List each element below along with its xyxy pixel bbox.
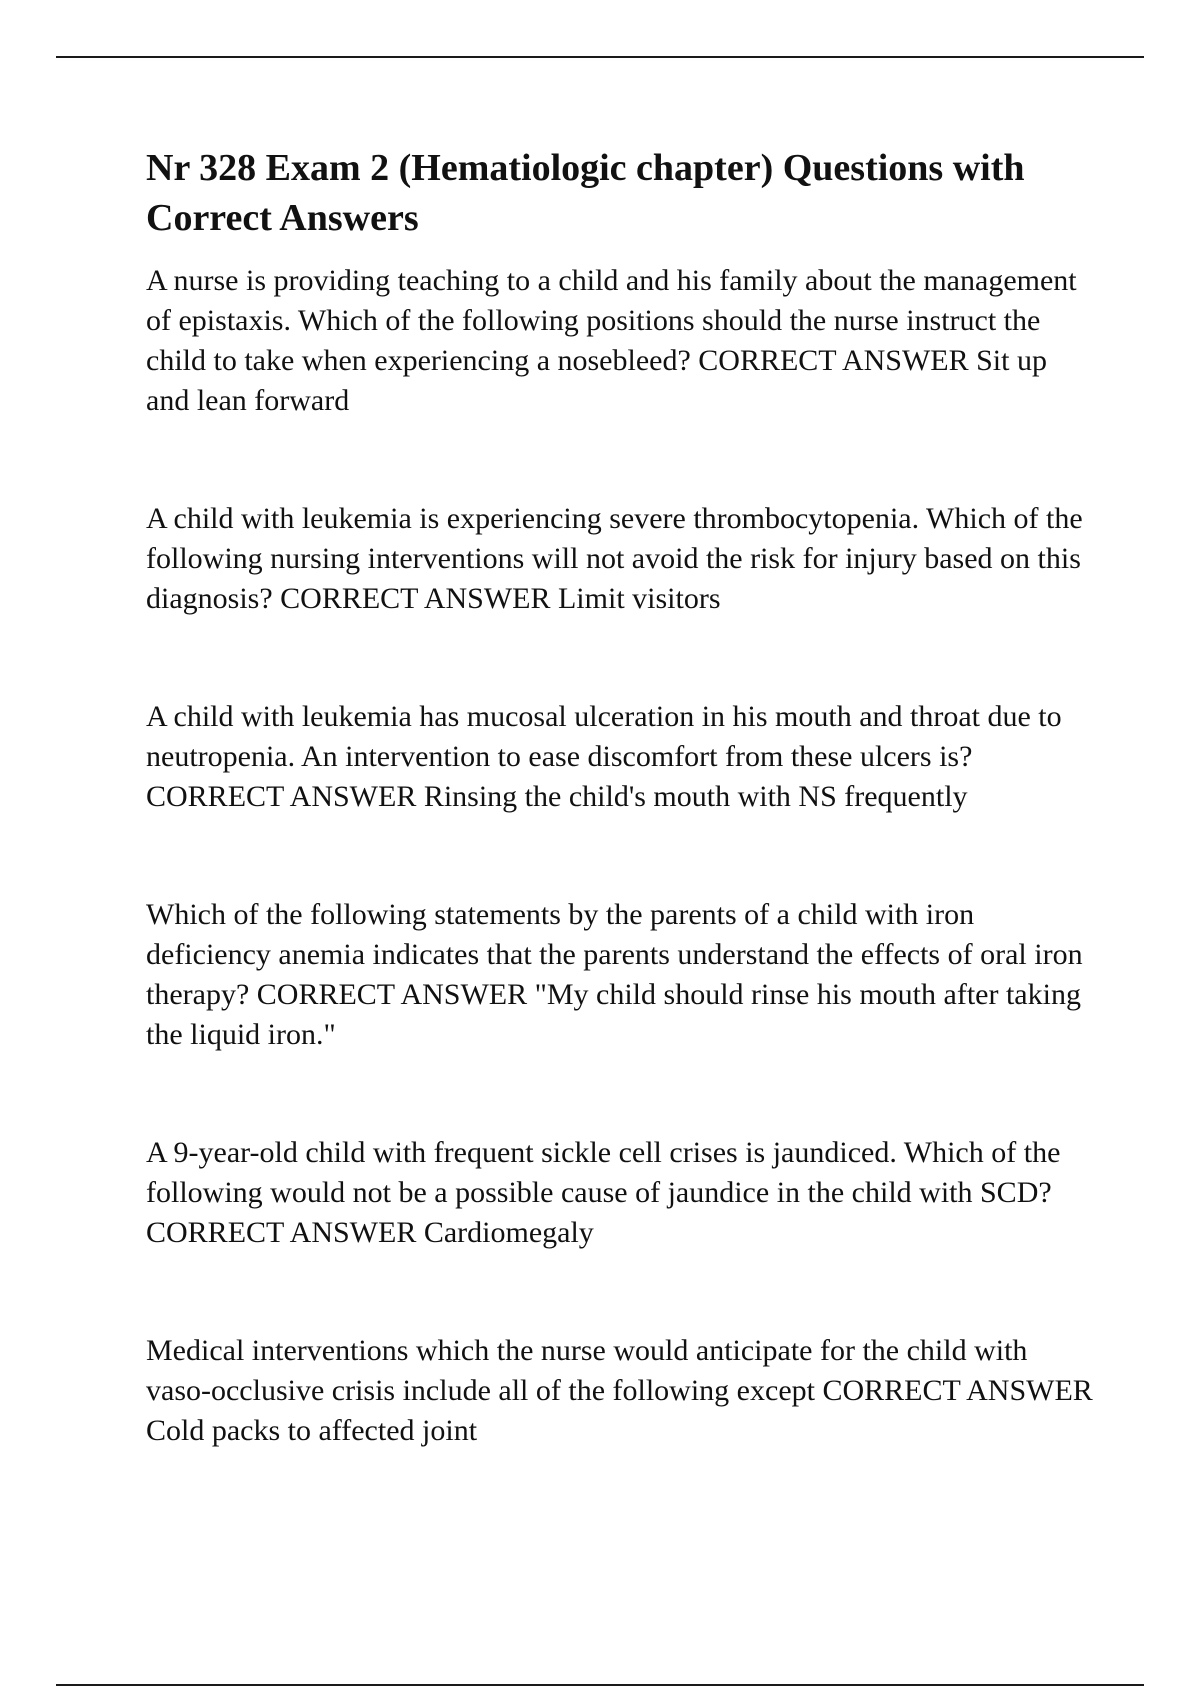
top-rule (56, 56, 1144, 58)
bottom-rule (56, 1684, 1144, 1686)
qa-item (146, 895, 1096, 1055)
answer-text: Sit up and lean forward (146, 344, 1047, 417)
question-text: Which of the following statements by the parents of a child with iron deficiency anemia indicates that the parents understand the effects of oral iron therapy? (146, 898, 1083, 1011)
document-title: Nr 328 Exam 2 (Hematiologic chapter) Questions with Correct Answers (146, 147, 1025, 239)
qa-item (146, 1331, 1096, 1451)
question-text: A child with leukemia is experiencing severe thrombocytopenia. Which of the following nursing interventions will not avoid the risk for injury based on this diagnosis? (146, 502, 1083, 615)
answer-text: Limit visitors (557, 582, 721, 615)
question-text: A nurse is providing teaching to a child and his family about the management of epistaxis. Which of the following positions should the nurse instruct the child to take when experiencing a nosebleed? (146, 264, 1077, 377)
answer-marker: CORRECT ANSWER (146, 1216, 417, 1249)
document-body (146, 143, 1096, 1529)
answer-marker: CORRECT ANSWER (698, 344, 969, 377)
answer-marker: CORRECT ANSWER (280, 582, 551, 615)
qa-item (146, 261, 1096, 421)
answer-text: Cardiomegaly (423, 1216, 594, 1249)
answer-marker: CORRECT ANSWER (256, 978, 528, 1011)
question-text: Medical interventions which the nurse would anticipate for the child with vaso-occlusive crisis include all of the following except (146, 1334, 1028, 1407)
qa-item (146, 499, 1096, 619)
answer-text: Cold packs to affected joint (146, 1414, 478, 1447)
question-text: A 9-year-old child with frequent sickle cell crises is jaundiced. Which of the following would not be a possible cause of jaundice in the child with SCD? (146, 1136, 1061, 1209)
answer-text: Rinsing the child's mouth with NS frequently (423, 780, 968, 813)
qa-item (146, 1133, 1096, 1253)
question-text: A child with leukemia has mucosal ulceration in his mouth and throat due to neutropenia. An intervention to ease discomfort from these ulcers is? (146, 700, 1062, 773)
qa-item (146, 697, 1096, 817)
qa-list (146, 261, 1096, 1451)
answer-text: "My child should rinse his mouth after taking the liquid iron." (146, 978, 1081, 1051)
answer-marker: CORRECT ANSWER (822, 1374, 1093, 1407)
answer-marker: CORRECT ANSWER (146, 780, 417, 813)
